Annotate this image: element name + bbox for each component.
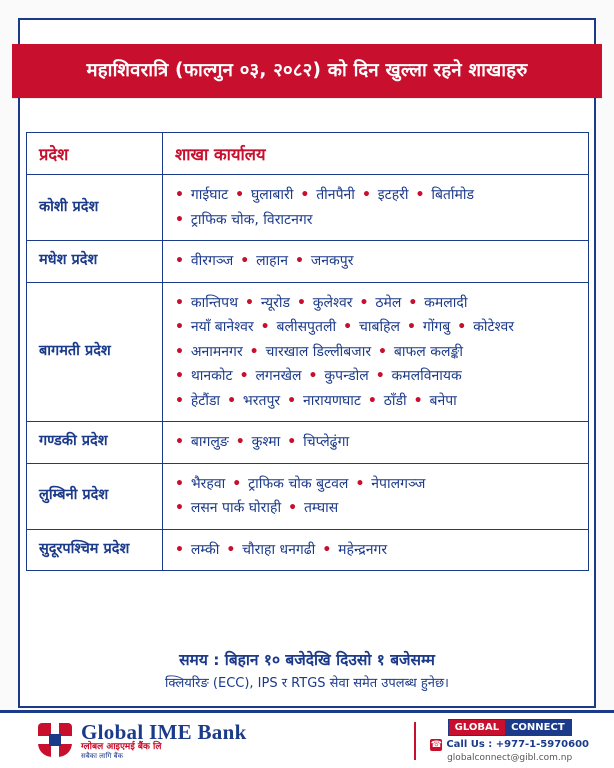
branch-item [175, 476, 225, 492]
branch-item [287, 393, 361, 409]
branch-item [457, 319, 514, 335]
branch-line [175, 472, 576, 497]
branch-name: वीरगञ्ज [190, 253, 234, 269]
bullet-icon: • [287, 392, 301, 409]
branch-item [300, 187, 355, 203]
branch-name: नयाँ बानेश्वर [190, 319, 254, 335]
branch-name: ट्राफिक चोक, विराटनगर [190, 211, 313, 228]
bullet-icon: • [407, 319, 421, 335]
table-row [27, 241, 589, 283]
branch-table [26, 132, 589, 571]
branch-item [175, 212, 313, 228]
bullet-icon: • [175, 211, 189, 228]
global-connect-right-label: CONNECT [505, 720, 571, 735]
support-email: globalconnect@gibl.com.np [447, 752, 573, 763]
branch-name: भैरहवा [190, 475, 226, 492]
bullet-icon: • [308, 368, 323, 384]
footer-content [0, 710, 614, 768]
branch-item [175, 319, 254, 335]
page-title: महाशिवरात्रि (फाल्गुन ०३, २०८२) को दिन खुल्ला रहने शाखाहरु [86, 59, 528, 81]
bullet-icon: • [226, 541, 241, 558]
province-cell: मधेश प्रदेश [27, 241, 163, 283]
branch-name: चारखाल डिल्लीबजार [265, 343, 372, 360]
branch-name: महेन्द्रनगर [338, 541, 388, 558]
branch-name: लगनखेल [255, 368, 302, 384]
bullet-icon: • [245, 294, 259, 311]
table-header-row [27, 133, 589, 175]
branch-item [240, 368, 302, 384]
branch-item [175, 253, 233, 269]
branch-name: घुलाबारी [251, 187, 294, 203]
branch-name: चिप्लेढुंगा [303, 434, 350, 450]
bullet-icon: • [361, 187, 376, 203]
province-cell: लुम्बिनी प्रदेश [27, 463, 163, 529]
bullet-icon: • [355, 475, 370, 492]
branch-item [362, 187, 409, 203]
branch-item [287, 434, 349, 450]
branch-name: तम्घास [303, 500, 339, 516]
bank-tagline: सबैका लागि बैंक [81, 751, 124, 760]
branch-item [368, 393, 407, 409]
branch-item [343, 319, 400, 335]
branch-item [360, 295, 402, 311]
bullet-icon: • [175, 253, 189, 269]
branch-item [175, 187, 228, 203]
branch-item [295, 253, 353, 269]
bullet-icon: • [288, 500, 302, 516]
branch-line [175, 364, 576, 389]
branch-item [245, 295, 290, 311]
phone-icon: ☎ [430, 739, 442, 750]
bullet-icon: • [175, 187, 189, 203]
branch-name: ठमेल [375, 294, 402, 311]
branch-item [261, 319, 336, 335]
branch-name: कुपन्डोल [324, 368, 369, 384]
branch-item [322, 542, 387, 558]
bullet-icon: • [175, 434, 189, 450]
bullet-icon: • [408, 294, 423, 311]
branch-name: ट्राफिक चोक बुटवल [248, 475, 349, 492]
branch-name: तीनपैनी [316, 187, 355, 203]
branch-item [376, 368, 462, 384]
branch-line [175, 538, 576, 563]
branch-name: न्यूरोड [260, 294, 290, 311]
branch-item [240, 253, 288, 269]
bullet-icon: • [175, 343, 189, 360]
branch-list-cell [163, 282, 589, 422]
branch-name: बलीसपुतली [276, 319, 337, 335]
branch-item [414, 393, 457, 409]
branch-name: कान्तिपथ [190, 294, 239, 311]
global-connect-info [430, 719, 589, 763]
branch-name: लम्की [190, 541, 220, 558]
branch-item [407, 319, 450, 335]
bullet-icon: • [235, 187, 249, 203]
branch-item [309, 368, 369, 384]
bullet-icon: • [343, 319, 357, 335]
header-branch-office: शाखा कार्यालय [163, 133, 589, 175]
branch-line [175, 249, 576, 274]
branch-line [175, 340, 576, 365]
bullet-icon: • [239, 368, 254, 384]
branch-name: कमलविनायक [391, 368, 462, 384]
branch-list-cell [163, 241, 589, 283]
branch-name: गोंगबु [422, 319, 451, 335]
branch-list-cell [163, 175, 589, 241]
branch-name: नारायणघाट [302, 392, 361, 409]
branch-list-cell [163, 463, 589, 529]
branch-item [227, 393, 280, 409]
branch-name: बिर्तामोड [431, 187, 475, 203]
bullet-icon: • [175, 541, 189, 558]
bank-name-nepali: ग्लोबल आइएमई बैंक लि [81, 742, 162, 753]
branch-name: भरतपुर [242, 392, 281, 409]
bullet-icon: • [175, 368, 189, 384]
bank-logo [38, 721, 247, 760]
branch-item [175, 295, 238, 311]
branch-line [175, 389, 576, 414]
call-us-number: +977-1-5970600 [495, 739, 589, 750]
branch-item [378, 344, 463, 360]
province-cell: बागमती प्रदेश [27, 282, 163, 422]
bullet-icon: • [296, 294, 311, 311]
note-services: क्लियरिङ (ECC), IPS र RTGS सेवा समेत उपलब्ध हुनेछ। [165, 676, 449, 691]
branch-line [175, 430, 576, 455]
header-province: प्रदेश [27, 133, 163, 175]
bank-name-block [81, 721, 247, 760]
note-time: समय : बिहान १० बजेदेखि दिउसो १ बजेसम्म [179, 651, 435, 669]
province-cell: सुदूरपश्चिम प्रदेश [27, 529, 163, 571]
branch-item [175, 434, 229, 450]
branch-line [175, 315, 576, 340]
globe-shield-icon [38, 723, 72, 757]
branch-table-wrapper [26, 132, 588, 571]
branch-item [175, 393, 220, 409]
bullet-icon: • [235, 434, 250, 450]
bullet-icon: • [287, 434, 302, 450]
call-us-line [430, 739, 589, 751]
province-cell: कोशी प्रदेश [27, 175, 163, 241]
global-connect-left-label: GLOBAL [449, 720, 505, 735]
bullet-icon: • [175, 319, 189, 335]
branch-name: नेपालगञ्ज [371, 475, 426, 492]
branch-line [175, 496, 576, 521]
poster-title-banner [12, 44, 602, 98]
table-row [27, 529, 589, 571]
branch-name: कुलेश्वर [312, 294, 353, 311]
branch-item [175, 344, 243, 360]
global-connect-badge [448, 719, 572, 736]
branch-name: चाबहिल [358, 319, 401, 335]
branch-item [297, 295, 353, 311]
branch-item [175, 368, 233, 384]
branch-line [175, 183, 576, 208]
branch-item [236, 434, 281, 450]
table-row [27, 282, 589, 422]
branch-name: बनेपा [429, 392, 457, 409]
bullet-icon: • [175, 500, 189, 516]
branch-name: अनामनगर [190, 343, 243, 360]
bullet-icon: • [415, 187, 430, 203]
branch-name: बागलुङ [190, 434, 229, 450]
table-row [27, 175, 589, 241]
footer-divider [414, 722, 416, 760]
bullet-icon: • [322, 541, 337, 558]
global-connect-block [414, 719, 596, 763]
branch-name: जनकपुर [310, 253, 354, 269]
bullet-icon: • [175, 392, 189, 409]
branch-list-cell [163, 422, 589, 464]
branch-name: बाफल कलङ्की [393, 343, 463, 360]
branch-name: ठाँडी [383, 392, 407, 409]
bullet-icon: • [375, 368, 390, 384]
branch-line [175, 291, 576, 316]
call-us-label: Call Us : [446, 739, 493, 750]
branch-name: थानकोट [190, 368, 233, 384]
branch-name: चौराहा धनगढी [242, 541, 316, 558]
branch-item [175, 542, 219, 558]
bullet-icon: • [295, 253, 309, 269]
branch-item [288, 500, 338, 516]
bullet-icon: • [175, 294, 189, 311]
branch-line [175, 208, 576, 233]
branch-name: कमलादी [424, 294, 468, 311]
branch-item [250, 344, 371, 360]
branch-item [415, 187, 474, 203]
bullet-icon: • [227, 392, 241, 409]
branch-list-cell [163, 529, 589, 571]
bullet-icon: • [232, 475, 247, 492]
bullet-icon: • [175, 475, 189, 492]
bullet-icon: • [378, 343, 392, 360]
table-row [27, 422, 589, 464]
table-body [27, 175, 589, 571]
branch-name: कोटेश्वर [473, 319, 514, 335]
table-row [27, 463, 589, 529]
bullet-icon: • [367, 392, 382, 409]
province-cell: गण्डकी प्रदेश [27, 422, 163, 464]
branch-name: लाहान [256, 253, 289, 269]
bullet-icon: • [260, 319, 275, 335]
branch-name: लसन पार्क घोराही [190, 500, 282, 516]
branch-item [232, 476, 348, 492]
branch-item [235, 187, 293, 203]
bullet-icon: • [359, 294, 374, 311]
branch-name: कुश्मा [251, 434, 281, 450]
branch-name: इटहरी [377, 187, 409, 203]
bank-name: Global IME Bank [81, 720, 247, 745]
bullet-icon: • [457, 319, 472, 335]
bullet-icon: • [413, 392, 428, 409]
branch-item [175, 500, 281, 516]
branch-item [408, 295, 467, 311]
bullet-icon: • [240, 253, 255, 269]
branch-name: गाईघाट [190, 187, 229, 203]
bullet-icon: • [249, 343, 264, 360]
branch-item [355, 476, 425, 492]
branch-item [226, 542, 315, 558]
branch-name: हेटौंडा [190, 392, 221, 409]
bullet-icon: • [300, 187, 315, 203]
